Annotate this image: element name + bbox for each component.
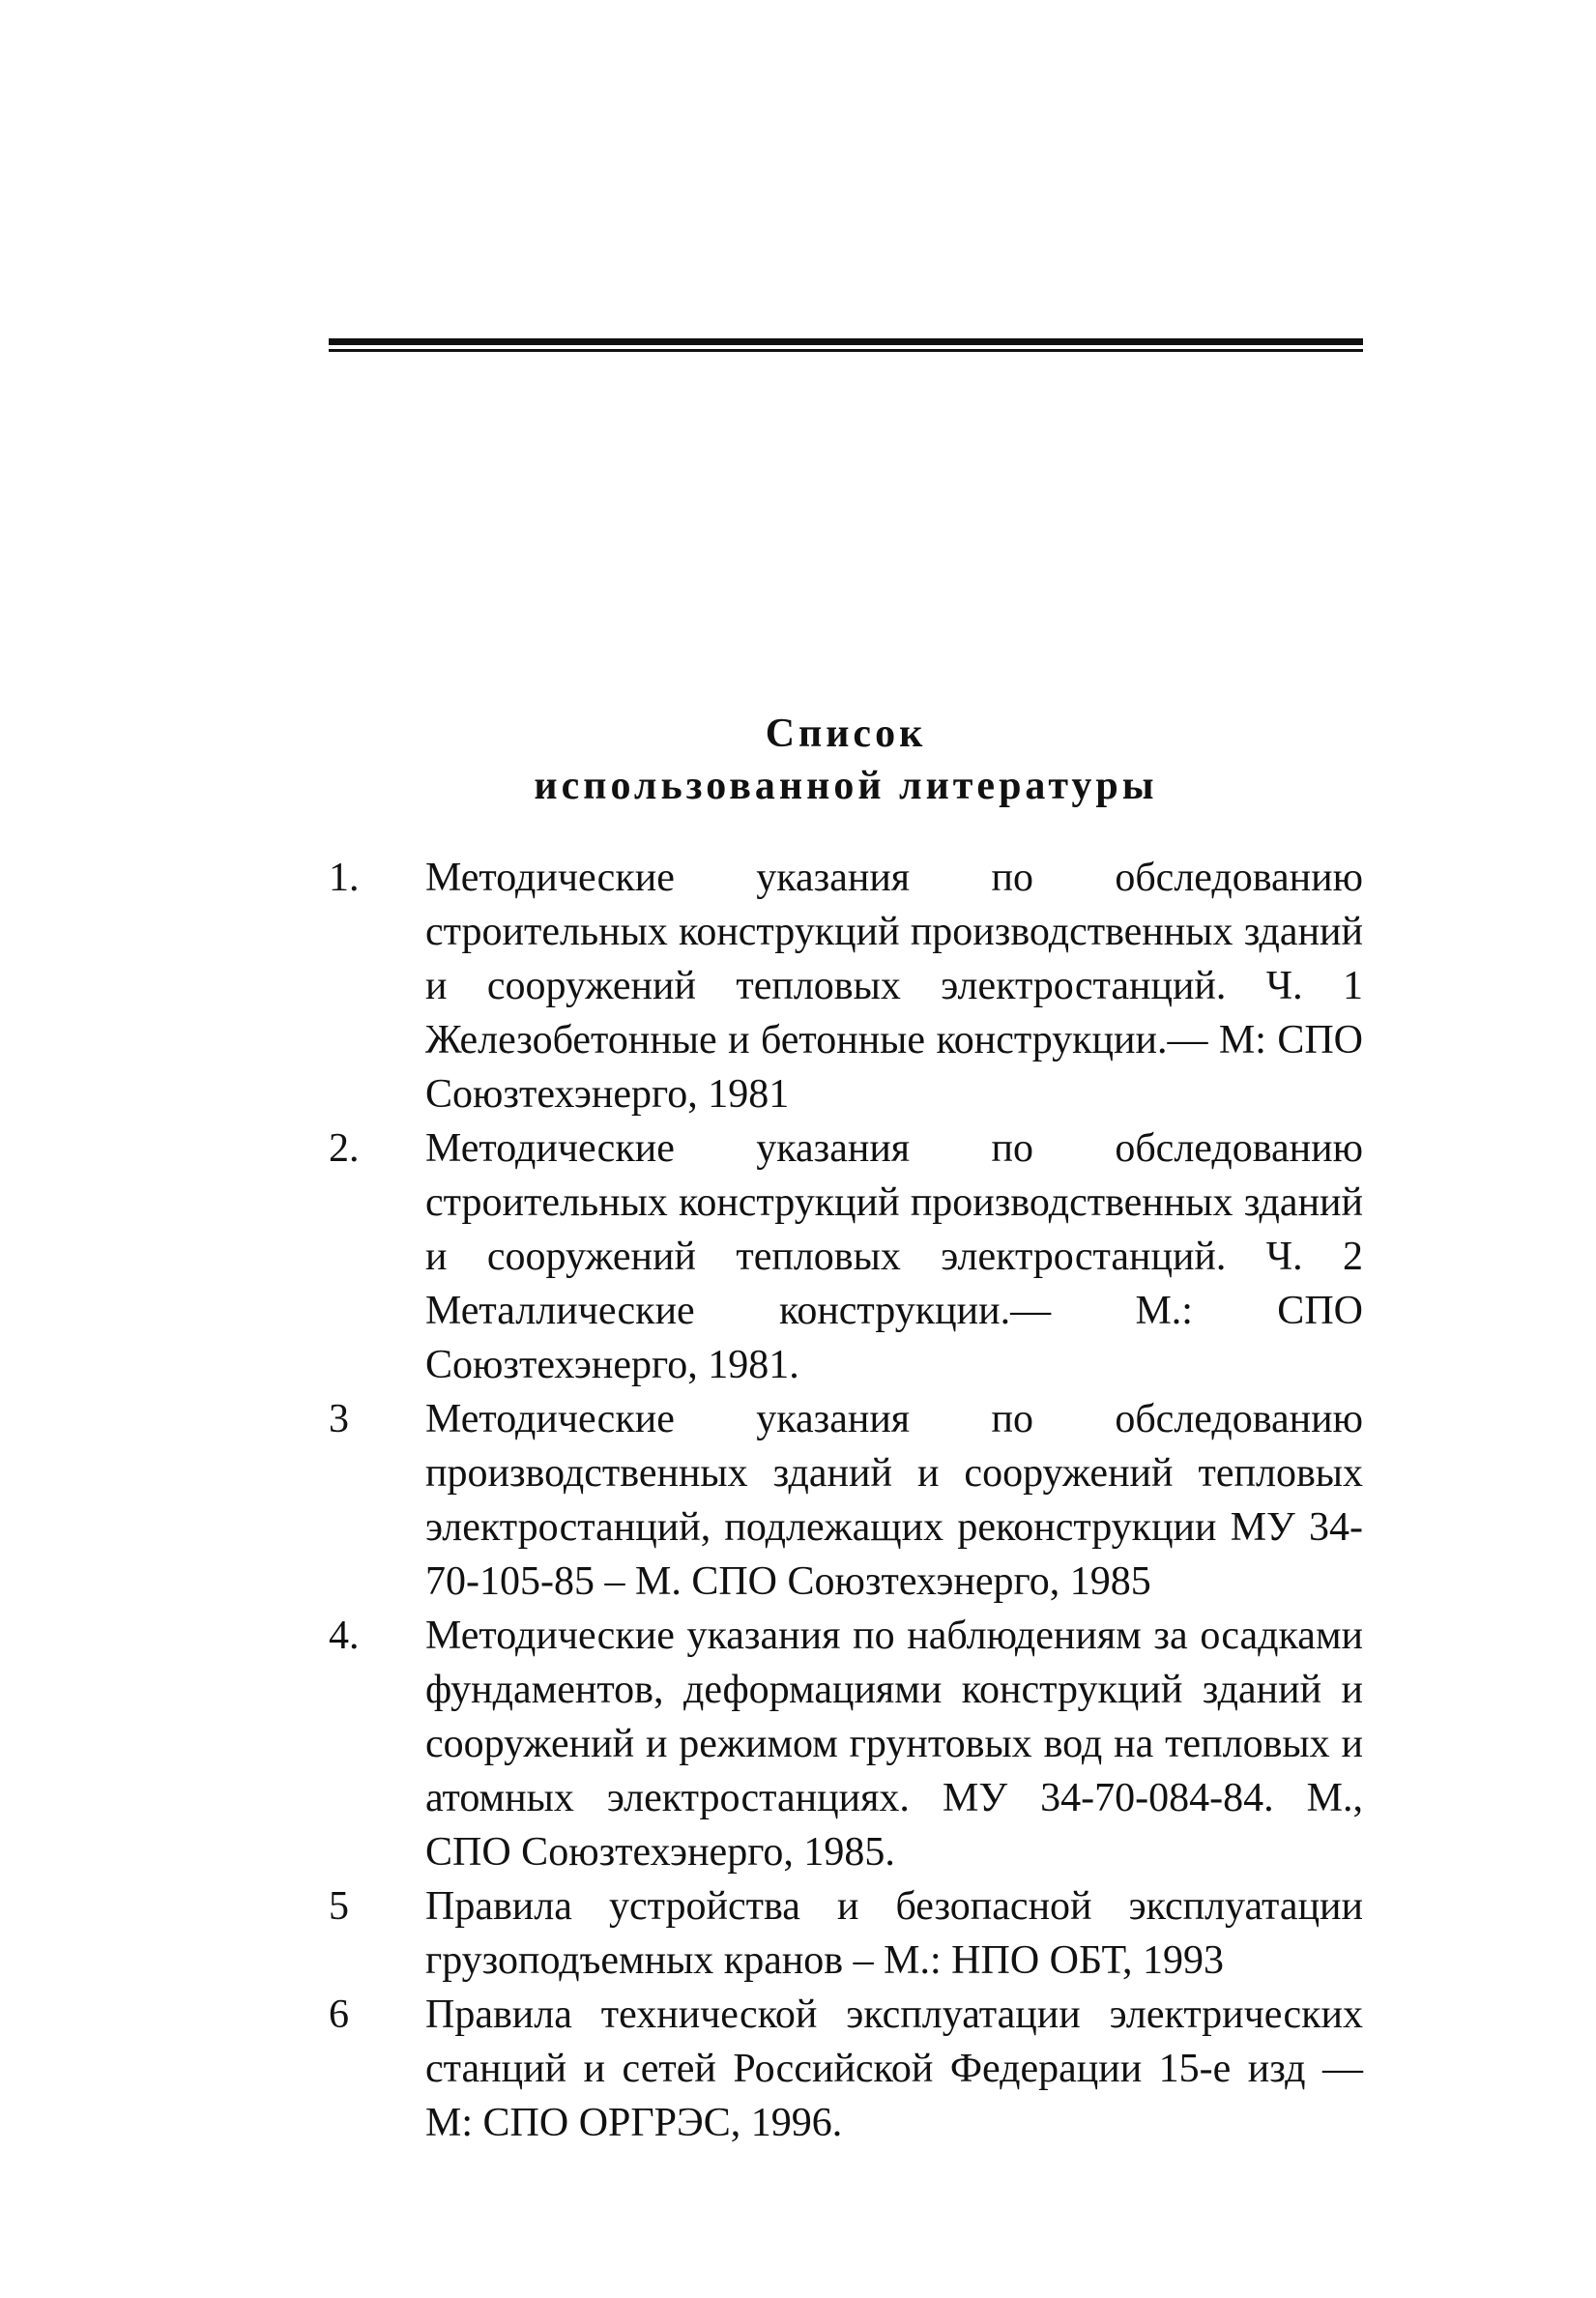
reference-number: 6 <box>329 1993 349 2037</box>
reference-text: Правила технической эксплуатации электрических станций и сетей Российской Федерации 15-е изд — М: СПО ОРГРЭС, 1996. <box>425 1993 1363 2145</box>
reference-text: Правила устройства и безопасной эксплуатации грузоподъемных кранов – М.: НПО ОБТ, 1993 <box>425 1884 1363 1983</box>
reference-number: 3 <box>329 1397 349 1441</box>
reference-text: Методические указания по обследованию производственных зданий и сооружений тепловых электростанций, подлежащих реконструкции МУ 34-70-105-85 – М. СПО Союзтехэнерго, 1985 <box>425 1397 1363 1604</box>
reference-number: 4. <box>329 1614 360 1658</box>
reference-text: Методические указания по наблюдениям за осадками фундаментов, деформациями конструкций зданий и сооружений и режимом грунтовых вод на тепловых и атомных электростанциях. МУ 34-70-084-84. М., СПО Союзтехэнерго, 1985. <box>425 1614 1363 1875</box>
reference-list <box>329 851 1363 2150</box>
rule-thin-line <box>329 349 1363 352</box>
reference-item-6 <box>329 1988 1363 2150</box>
rule-thick-line <box>329 338 1363 345</box>
page-title <box>329 708 1363 812</box>
reference-text: Методические указания по обследованию строительных конструкций производственных зданий и сооружений тепловых электростанций. Ч. 2 Металлические конструкции.— М.: СПО Союзтехэнерго, 1981. <box>425 1126 1363 1387</box>
reference-item-1 <box>329 851 1363 1121</box>
reference-item-3 <box>329 1392 1363 1609</box>
reference-text: Методические указания по обследованию строительных конструкций производственных зданий и сооружений тепловых электростанций. Ч. 1 Железобетонные и бетонные конструкции.— М: СПО Союзтехэнерго, 1981 <box>425 856 1363 1117</box>
reference-item-2 <box>329 1121 1363 1392</box>
reference-number: 5 <box>329 1884 349 1929</box>
title-line-1: Список <box>765 712 927 756</box>
title-line-2: использованной литературы <box>534 764 1158 808</box>
reference-item-5 <box>329 1879 1363 1988</box>
reference-number: 2. <box>329 1126 360 1171</box>
reference-number: 1. <box>329 856 360 900</box>
reference-item-4 <box>329 1609 1363 1879</box>
top-double-rule <box>329 338 1363 352</box>
